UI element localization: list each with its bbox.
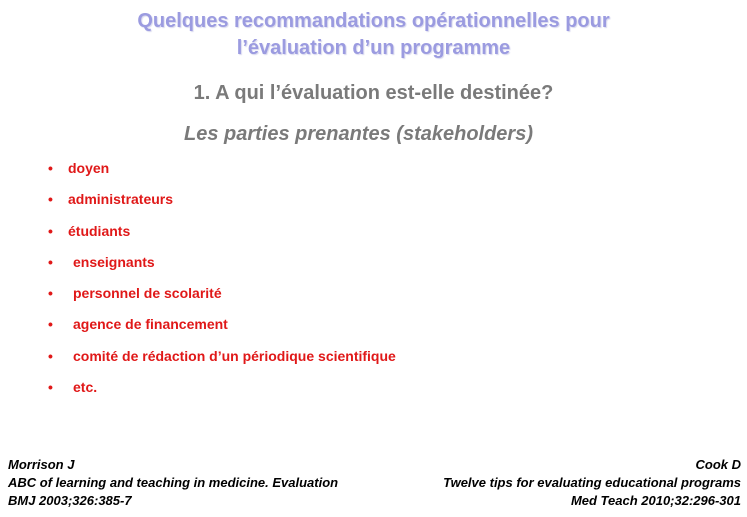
slide-title [0,8,747,62]
list-item-text: comité de rédaction d’un périodique scientifique [73,347,396,364]
bullet-icon: • [48,222,53,239]
bullet-icon: • [48,379,53,396]
list-item-text: personnel de scolarité [73,285,222,302]
reference-right-citation: Med Teach 2010;32:296-301 [570,493,741,508]
bullet-icon: • [48,191,53,208]
list-item-text: étudiants [68,222,131,239]
question-heading: 1. A qui l’évaluation est-elle destinée? [193,82,554,104]
list-item-text: agence de financement [73,316,228,333]
reference-right-title: Twelve tips for evaluating educational programs [443,475,741,490]
list-item-text: doyen [68,160,110,176]
list-item-text: etc. [73,379,98,396]
bullet-icon: • [48,253,53,270]
stakeholders-subtitle: Les parties prenantes (stakeholders) [183,123,533,145]
list-item-text: administrateurs [68,191,174,208]
reference-right-author: Cook D [695,457,741,472]
bullet-icon: • [48,160,53,176]
list-item-text: enseignants [73,253,155,270]
bullet-icon: • [48,316,53,333]
reference-right [443,456,741,510]
bullet-icon: • [48,285,53,302]
slide-title-line-1: Quelques recommandations opérationnelles pour [137,10,610,32]
reference-left-citation: BMJ 2003;326:385-7 [8,493,132,508]
reference-left-author: Morrison J [8,457,75,472]
reference-left-title: ABC of learning and teaching in medicine. Evaluation [8,475,339,490]
slide-title-line-2: l’évaluation d’un programme [236,37,511,59]
reference-left [8,456,338,510]
bullet-icon: • [48,347,53,364]
